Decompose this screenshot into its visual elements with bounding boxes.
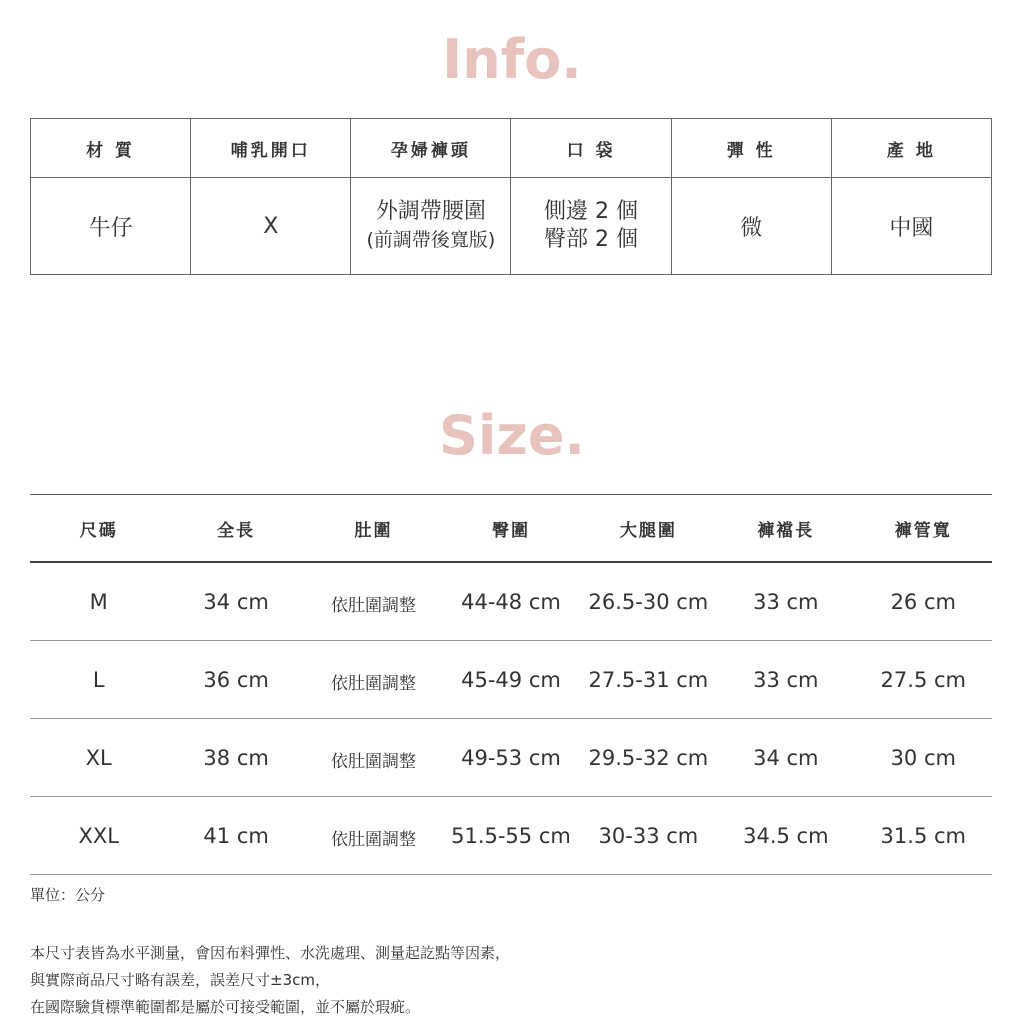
hip-cell: 51.5-55 cm	[442, 797, 579, 875]
size-row	[30, 562, 992, 641]
remark-line: 與實際商品尺寸略有誤差，誤差尺寸±3cm，	[30, 971, 330, 989]
length-cell: 34 cm	[167, 562, 304, 641]
size-header-rise: 褲襠長	[717, 495, 854, 563]
hip-cell: 44-48 cm	[442, 562, 579, 641]
remark-line: 本尺寸表皆為水平測量，會因布料彈性、水洗處理、測量起訖點等因素，	[30, 944, 511, 962]
size-header-row	[30, 495, 992, 563]
size-header-hip: 臀圍	[442, 495, 579, 563]
info-value-material: 牛仔	[31, 178, 191, 275]
leg-opening-cell: 31.5 cm	[855, 797, 992, 875]
info-header-nursing-opening: 哺乳開口	[191, 119, 351, 178]
thigh-cell: 27.5-31 cm	[580, 641, 717, 719]
leg-opening-cell: 26 cm	[855, 562, 992, 641]
size-heading: Size.	[439, 404, 585, 467]
belly-cell: 依肚圍調整	[305, 797, 442, 875]
rise-cell: 34.5 cm	[717, 797, 854, 875]
info-value-waistband	[351, 178, 511, 275]
info-value-row	[31, 178, 992, 275]
length-cell: 36 cm	[167, 641, 304, 719]
thigh-cell: 26.5-30 cm	[580, 562, 717, 641]
pocket-line-2: 臀部 2 個	[544, 227, 639, 252]
size-header-thigh: 大腿圍	[580, 495, 717, 563]
info-value-pocket	[511, 178, 671, 275]
size-header-size: 尺碼	[30, 495, 167, 563]
waistband-line-1: 外調帶腰圍	[375, 199, 486, 224]
measurement-remarks	[30, 940, 510, 1021]
size-header-belly: 肚圍	[305, 495, 442, 563]
unit-note: 單位：公分	[30, 886, 106, 904]
size-table	[30, 494, 992, 875]
size-row	[30, 719, 992, 797]
info-value-nursing-opening: X	[191, 178, 351, 275]
pocket-line-1: 側邊 2 個	[544, 199, 639, 224]
hip-cell: 45-49 cm	[442, 641, 579, 719]
rise-cell: 33 cm	[717, 562, 854, 641]
info-value-origin: 中國	[831, 178, 991, 275]
thigh-cell: 29.5-32 cm	[580, 719, 717, 797]
remark-line: 在國際驗貨標準範圍都是屬於可接受範圍，並不屬於瑕疵。	[30, 998, 421, 1016]
belly-cell: 依肚圍調整	[305, 641, 442, 719]
info-table	[30, 118, 992, 275]
leg-opening-cell: 27.5 cm	[855, 641, 992, 719]
info-value-elasticity: 微	[671, 178, 831, 275]
size-row	[30, 641, 992, 719]
size-row	[30, 797, 992, 875]
info-header-elasticity: 彈 性	[671, 119, 831, 178]
rise-cell: 34 cm	[717, 719, 854, 797]
waistband-line-2: (前調帶後寬版)	[366, 229, 496, 251]
hip-cell: 49-53 cm	[442, 719, 579, 797]
thigh-cell: 30-33 cm	[580, 797, 717, 875]
size-header-length: 全長	[167, 495, 304, 563]
leg-opening-cell: 30 cm	[855, 719, 992, 797]
info-heading: Info.	[442, 28, 582, 91]
rise-cell: 33 cm	[717, 641, 854, 719]
belly-cell: 依肚圍調整	[305, 719, 442, 797]
size-cell: XXL	[30, 797, 167, 875]
info-header-material: 材 質	[31, 119, 191, 178]
size-header-leg-opening: 褲管寬	[855, 495, 992, 563]
length-cell: 41 cm	[167, 797, 304, 875]
length-cell: 38 cm	[167, 719, 304, 797]
info-header-waistband: 孕婦褲頭	[351, 119, 511, 178]
belly-cell: 依肚圍調整	[305, 562, 442, 641]
info-header-pocket: 口 袋	[511, 119, 671, 178]
size-cell: M	[30, 562, 167, 641]
size-cell: XL	[30, 719, 167, 797]
info-header-origin: 產 地	[831, 119, 991, 178]
info-header-row	[31, 119, 992, 178]
size-cell: L	[30, 641, 167, 719]
